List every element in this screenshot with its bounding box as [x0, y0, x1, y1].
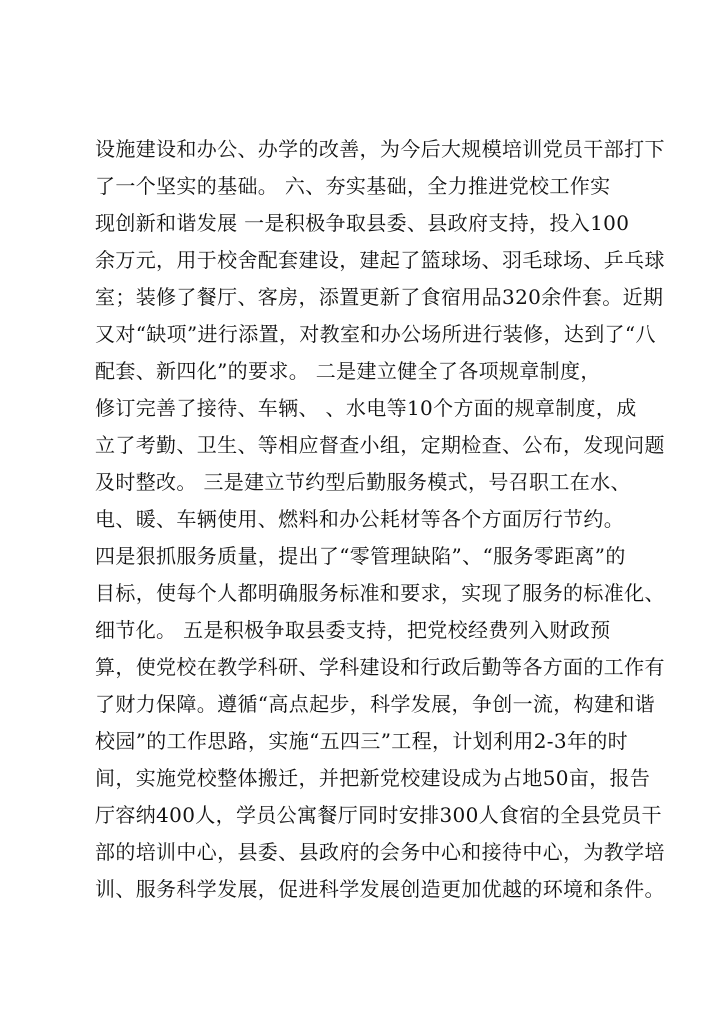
text-line: 设施建设和办公、办学的改善，为今后大规模培训党员干部打下 — [95, 137, 665, 161]
document-body — [95, 131, 665, 908]
text-line: 四是狠抓服务质量，提出了“零管理缺陷”、“服务零距离”的 — [95, 544, 626, 568]
text-line: 室；装修了餐厅、客房，添置更新了食宿用品320余件套。近期 — [95, 285, 664, 309]
text-line: 部的培训中心，县委、县政府的会务中心和接待中心，为教学培 — [95, 840, 665, 864]
text-line: 细节化。 五是积极争取县委支持，把党校经费列入财政预 — [95, 618, 611, 642]
text-line: 了财力保障。遵循“高点起步，科学发展，争创一流，构建和谐 — [95, 692, 656, 716]
text-line: 训、服务科学发展，促进科学发展创造更加优越的环境和条件。 — [95, 877, 665, 901]
text-line: 了一个坚实的基础。 六、夯实基础，全力推进党校工作实 — [95, 174, 611, 198]
text-line: 厅容纳400人，学员公寓餐厅同时安排300人食宿的全县党员干 — [95, 803, 662, 827]
text-line: 配套、新四化”的要求。 二是建立健全了各项规章制度， — [95, 359, 601, 383]
text-line: 及时整改。 三是建立节约型后勤服务模式，号召职工在水、 — [95, 470, 631, 494]
text-line: 算，使党校在教学科研、学科建设和行政后勤等各方面的工作有 — [95, 655, 665, 679]
text-line: 余万元，用于校舍配套建设，建起了篮球场、羽毛球场、乒乓球 — [95, 248, 665, 272]
text-line: 校园”的工作思路，实施“五四三”工程，计划利用2-3年的时 — [95, 729, 629, 753]
text-line: 又对“缺项”进行添置，对教室和办公场所进行装修，达到了“八 — [95, 322, 656, 346]
text-line: 立了考勤、卫生、等相应督查小组，定期检查、公布，发现问题 — [95, 433, 665, 457]
text-line: 目标，使每个人都明确服务标准和要求，实现了服务的标准化、 — [95, 581, 665, 605]
text-line: 修订完善了接待、车辆、 、水电等10个方面的规章制度，成 — [95, 396, 637, 420]
text-line: 现创新和谐发展 一是积极争取县委、县政府支持，投入100 — [95, 211, 630, 235]
text-line: 电、暖、车辆使用、燃料和办公耗材等各个方面厉行节约。 — [95, 507, 625, 531]
text-line: 间，实施党校整体搬迁，并把新党校建设成为占地50亩，报告 — [95, 766, 651, 790]
